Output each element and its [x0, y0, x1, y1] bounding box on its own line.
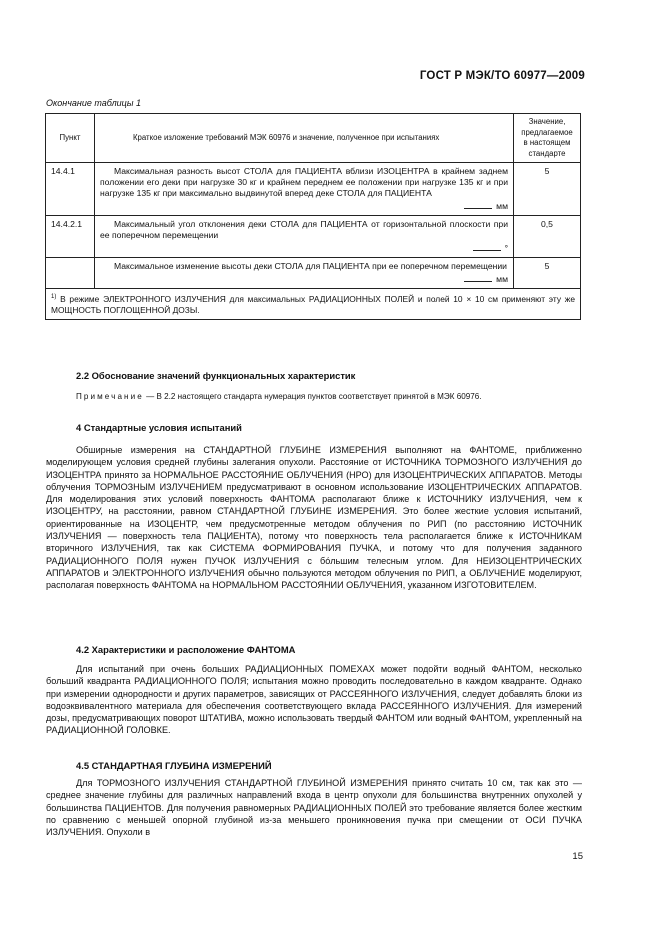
row-value: 0,5	[514, 216, 581, 258]
row-unit	[100, 242, 508, 254]
note	[76, 392, 481, 401]
table-row	[46, 258, 581, 289]
unit-label: мм	[496, 274, 508, 284]
table-row	[46, 216, 581, 258]
row-value: 5	[514, 258, 581, 289]
row-description	[95, 216, 514, 258]
footnote-text: В режиме ЭЛЕКТРОННОГО ИЗЛУЧЕНИЯ для максимальных РАДИАЦИОННЫХ ПОЛЕЙ и полей 10 × 10 см применяют эту же МОЩНОСТЬ ПОГЛОЩЕННОЙ ДОЗЫ.	[51, 293, 576, 315]
section-4-5-title: 4.5 СТАНДАРТНАЯ ГЛУБИНА ИЗМЕРЕНИЙ	[76, 760, 272, 771]
row-item	[46, 258, 95, 289]
table-caption: Окончание таблицы 1	[46, 98, 141, 108]
table-row	[46, 163, 581, 216]
row-description	[95, 163, 514, 216]
table-footnote	[46, 289, 581, 320]
row-item: 14.4.1	[46, 163, 95, 216]
section-2-2-title: 2.2 Обоснование значений функциональных характеристик	[76, 370, 356, 381]
unit-label: °	[504, 243, 508, 253]
value-blank-line	[464, 200, 492, 209]
value-blank-line	[464, 273, 492, 282]
unit-label: мм	[496, 201, 508, 211]
header-value: Значение, предлагаемое в настоящем стандарте	[514, 114, 581, 163]
section-4-5-text: Для ТОРМОЗНОГО ИЗЛУЧЕНИЯ СТАНДАРТНОЙ ГЛУБИНОЙ ИЗМЕРЕНИЯ принято считать 10 см, так как это — среднее значение глубины для различных направлений входа в центр опухоли для большинства внутренних опухолей у большинства ПАЦИЕНТОВ. Для получения равномерных РАДИАЦИОННЫХ ПОЛЕЙ это требование является более жестким по сравнению с меньшей опорной глубиной из-за меньшего проникновения пучка при смещении от ОСИ ПУЧКА ИЗЛУЧЕНИЯ. Опухоли в	[46, 778, 582, 838]
section-4-2-title: 4.2 Характеристики и расположение ФАНТОМА	[76, 644, 296, 655]
requirements-table	[45, 113, 581, 320]
document-id: ГОСТ Р МЭК/ТО 60977—2009	[419, 70, 585, 82]
row-text: Максимальная разность высот СТОЛА для ПАЦИЕНТА вблизи ИЗОЦЕНТРА в крайнем заднем положении его деки при нагрузке 30 кг и крайнем переднем ее положении при нагрузке 135 кг и при нагрузке 135 кг при максимально выдвинутой вперед деке СТОЛА для ПАЦИЕНТА	[100, 166, 508, 198]
row-item: 14.4.2.1	[46, 216, 95, 258]
table-footnote-row	[46, 289, 581, 320]
page-number: 15	[572, 851, 583, 862]
row-unit	[100, 273, 508, 285]
note-text: — В 2.2 настоящего стандарта нумерация пунктов соответствует принятой в МЭК 60976.	[143, 392, 482, 401]
value-blank-line	[473, 242, 501, 251]
row-description	[95, 258, 514, 289]
note-label: Примечание	[76, 392, 144, 401]
row-value: 5	[514, 163, 581, 216]
header-description: Краткое изложение требований МЭК 60976 и значение, полученное при испытаниях	[95, 114, 514, 163]
footnote-mark: 1)	[51, 294, 57, 300]
row-text: Максимальный угол отклонения деки СТОЛА для ПАЦИЕНТА от горизонтальной плоскости при ее поперечном перемещении	[100, 219, 508, 240]
section-4-title: 4 Стандартные условия испытаний	[76, 422, 242, 433]
row-text: Максимальное изменение высоты деки СТОЛА для ПАЦИЕНТА при ее поперечном перемещении	[114, 261, 507, 271]
section-4-2-text: Для испытаний при очень больших РАДИАЦИОННЫХ ПОМЕХАХ может подойти водный ФАНТОМ, несколько больший квадранта РАДИАЦИОННОГО ПОЛЯ; испытания можно проводить последовательно в каждом квадранте. Однако при измерении однородности и других параметров, зависящих от РАССЕЯННОГО ИЗЛУЧЕНИЯ, следует добавлять блоки из водоэквивалентного материала для обеспечения соответствующего вклада РАССЕЯННОГО ИЗЛУЧЕНИЯ. Для измерений дозы, предусматривающих поворот ШТАТИВА, можно использовать твердый ФАНТОМ или водный ФАНТОМ, укрепленный на РАДИАЦИОННОЙ ГОЛОВКЕ.	[46, 664, 582, 736]
row-unit	[100, 200, 508, 212]
header-item: Пункт	[46, 114, 95, 163]
table-header-row	[46, 114, 581, 163]
section-4-text: Обширные измерения на СТАНДАРТНОЙ ГЛУБИНЕ ИЗМЕРЕНИЯ выполняют на ФАНТОМЕ, приближенно моделирующем условия средней глубины залегания опухоли. Расстояние от ИСТОЧНИКА ТОРМОЗНОГО ИЗЛУЧЕНИЯ до ИЗОЦЕНТРА принято за НОРМАЛЬНОЕ РАССТОЯНИЕ ОБЛУЧЕНИЯ (НРО) для ИЗОЦЕНТРИЧЕСКИХ АППАРАТОВ. Методы облучения ТОРМОЗНЫМ ИЗЛУЧЕНИЕМ предусматривают в основном использование ИЗОЦЕНТРИЧЕСКИХ АППАРАТОВ. Для моделирования этих условий поверхность ФАНТОМА располагают ближе к ИСТОЧНИКУ ИЗЛУЧЕНИЯ, чем к ИЗОЦЕНТРУ, на расстоянии, равном СТАНДАРТНОЙ ГЛУБИНЕ ИЗМЕРЕНИЯ. Это более жесткие условия испытаний, ориентированные на ИЗОЦЕНТР, чем предусмотренные методом облучения по РИП (по расстоянию ИСТОЧНИК ИЗЛУЧЕНИЯ — поверхность тела ПАЦИЕНТА), потому что поверхность тела располагается ближе к ИСТОЧНИКАМ вторичного ИЗЛУЧЕНИЯ, так как СИСТЕМА ФОРМИРОВАНИЯ ПУЧКА, и потому что для получения заданного РАДИАЦИОННОГО ПОЛЯ нужен ПУЧОК ИЗЛУЧЕНИЯ с бо́льшим телесным углом. Для НЕИЗОЦЕНТРИЧЕСКИХ АППАРАТОВ и ЭЛЕКТРОННОГО ИЗЛУЧЕНИЯ обычно пользуются методом облучения по РИП, а ОБЛУЧЕНИЕ моделируют, располагая поверхность ФАНТОМА на НОРМАЛЬНОМ РАССТОЯНИИ ОБЛУЧЕНИЯ, указанном ИЗГОТОВИТЕЛЕМ.	[46, 445, 582, 591]
